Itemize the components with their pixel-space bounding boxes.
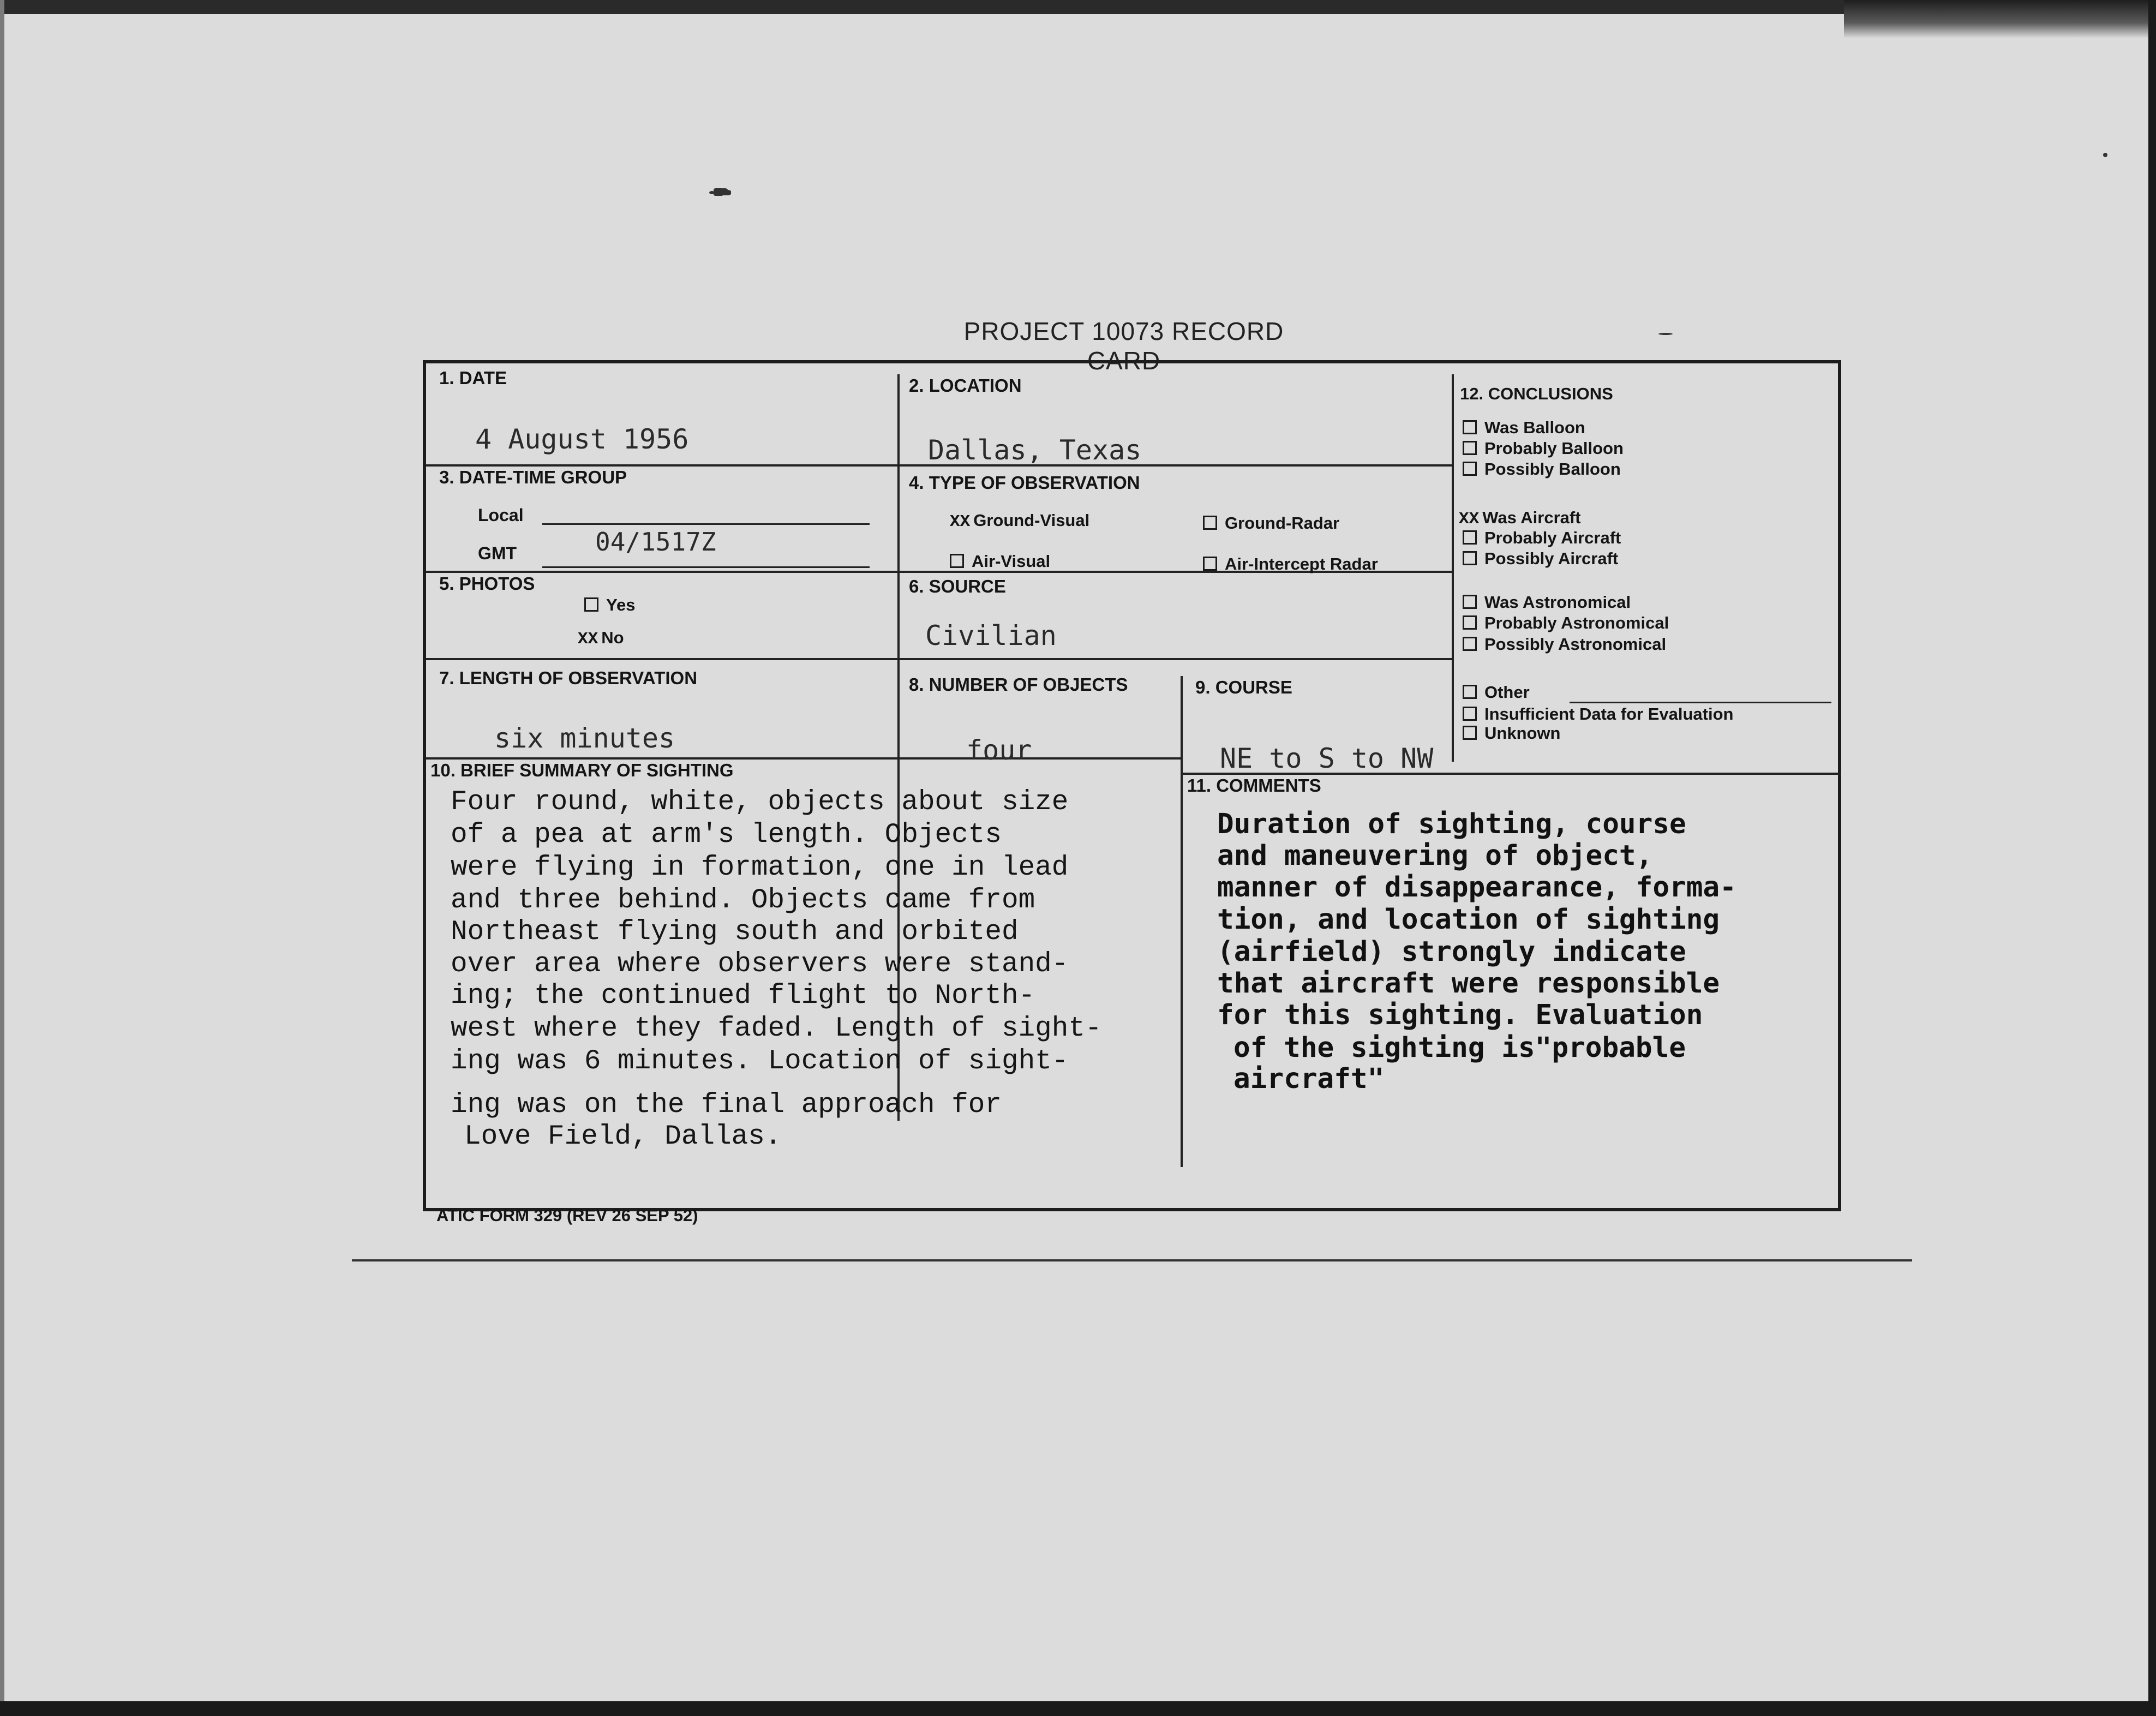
summary-line: were flying in formation, one in lead <box>451 852 1069 883</box>
probably-astronomical-label: Probably Astronomical <box>1484 613 1669 632</box>
ground-visual-mark: XX <box>950 512 971 531</box>
local-fill-line <box>542 523 870 525</box>
was-astronomical-checkbox <box>1463 595 1477 609</box>
comments-line: and maneuvering of object, <box>1217 840 1653 872</box>
datetime-label: 3. DATE-TIME GROUP <box>439 467 627 487</box>
local-label: Local <box>478 505 524 525</box>
other-option[interactable] <box>1463 683 1530 702</box>
summary-line: west where they faded. Length of sight- <box>451 1013 1102 1044</box>
air-visual-label: Air-Visual <box>972 552 1051 571</box>
summary-line: Love Field, Dallas. <box>464 1121 782 1152</box>
film-edge-top-right <box>1844 0 2156 38</box>
film-edge-left <box>0 0 4 1716</box>
other-fill-line <box>1570 702 1831 703</box>
length-label: 7. LENGTH OF OBSERVATION <box>439 668 698 688</box>
gmt-label: GMT <box>478 543 517 563</box>
comments-line: Duration of sighting, course <box>1217 808 1686 840</box>
was-balloon-label: Was Balloon <box>1484 418 1585 437</box>
location-label: 2. LOCATION <box>909 375 1022 396</box>
air-visual-checkbox <box>950 554 964 568</box>
divider <box>1181 676 1183 1167</box>
unknown-checkbox <box>1463 726 1477 740</box>
other-label: Other <box>1484 683 1530 702</box>
photos-yes-checkbox <box>584 597 598 612</box>
possibly-balloon-label: Possibly Balloon <box>1484 459 1621 479</box>
conclusions-label: 12. CONCLUSIONS <box>1460 384 1613 403</box>
comments-line: for this sighting. Evaluation <box>1217 999 1703 1031</box>
summary-line: Four round, white, objects about size <box>451 787 1069 818</box>
photos-yes-option[interactable] <box>584 595 635 615</box>
summary-line: ing was on the final approach for <box>451 1090 1002 1121</box>
was-aircraft-label: Was Aircraft <box>1482 508 1581 527</box>
air-intercept-option[interactable] <box>1203 554 1378 574</box>
gmt-fill-line <box>542 566 870 568</box>
was-balloon-checkbox <box>1463 420 1477 434</box>
air-intercept-checkbox <box>1203 557 1217 571</box>
comments-line: that aircraft were responsible <box>1217 967 1720 1000</box>
photos-yes-label: Yes <box>606 595 636 614</box>
summary-line: ing was 6 minutes. Location of sight- <box>451 1046 1069 1077</box>
source-label: 6. SOURCE <box>909 576 1006 596</box>
photos-no-option[interactable] <box>578 628 624 649</box>
photos-no-label: No <box>601 628 624 647</box>
unknown-label: Unknown <box>1484 724 1561 743</box>
form-id: ATIC FORM 329 (REV 26 SEP 52) <box>436 1206 698 1225</box>
film-edge-top <box>0 0 2156 14</box>
ground-radar-option[interactable] <box>1203 513 1339 533</box>
summary-label: 10. BRIEF SUMMARY OF SIGHTING <box>430 760 734 780</box>
comments-line: tion, and location of sighting <box>1217 904 1720 936</box>
photos-no-mark: XX <box>578 630 598 649</box>
comments-line: of the sighting is"probable <box>1233 1032 1686 1064</box>
film-edge-right <box>2148 0 2156 1716</box>
film-speck <box>2103 153 2107 157</box>
divider <box>1452 374 1454 762</box>
bottom-rule <box>352 1259 1912 1261</box>
possibly-aircraft-label: Possibly Aircraft <box>1484 549 1619 568</box>
insufficient-label: Insufficient Data for Evaluation <box>1484 704 1734 724</box>
date-value: 4 August 1956 <box>475 423 689 455</box>
summary-line: and three behind. Objects came from <box>451 885 1035 916</box>
film-speck <box>714 188 723 196</box>
insufficient-checkbox <box>1463 707 1477 721</box>
comments-line: (airfield) strongly indicate <box>1217 936 1686 968</box>
unknown-option[interactable] <box>1463 724 1561 743</box>
probably-astronomical-checkbox <box>1463 615 1477 630</box>
probably-balloon-checkbox <box>1463 441 1477 455</box>
ground-radar-label: Ground-Radar <box>1225 513 1340 533</box>
film-speck <box>1658 333 1673 335</box>
record-card <box>423 360 1841 1211</box>
was-astronomical-option[interactable] <box>1463 593 1631 612</box>
possibly-balloon-option[interactable] <box>1463 459 1621 479</box>
summary-line: ing; the continued flight to North- <box>451 980 1035 1012</box>
summary-line: over area where observers were stand- <box>451 949 1069 980</box>
air-intercept-label: Air-Intercept Radar <box>1225 554 1378 573</box>
possibly-astronomical-checkbox <box>1463 637 1477 651</box>
was-astronomical-label: Was Astronomical <box>1484 593 1631 612</box>
divider <box>426 757 1181 760</box>
objects-value: four <box>966 734 1032 766</box>
summary-line: of a pea at arm's length. Objects <box>451 820 1002 851</box>
objects-label: 8. NUMBER OF OBJECTS <box>909 674 1128 695</box>
length-value: six minutes <box>494 722 675 754</box>
probably-aircraft-option[interactable] <box>1463 528 1621 548</box>
date-label: 1. DATE <box>439 368 507 388</box>
divider <box>426 658 1452 660</box>
was-aircraft-option[interactable] <box>1459 508 1581 529</box>
air-visual-option[interactable] <box>950 552 1050 571</box>
probably-aircraft-label: Probably Aircraft <box>1484 528 1621 547</box>
photos-label: 5. PHOTOS <box>439 573 535 594</box>
comments-label: 11. COMMENTS <box>1187 775 1321 796</box>
comments-line: manner of disappearance, forma- <box>1217 871 1736 904</box>
possibly-astronomical-label: Possibly Astronomical <box>1484 635 1667 654</box>
possibly-aircraft-checkbox <box>1463 551 1477 565</box>
gmt-value: 04/1517Z <box>595 527 716 557</box>
course-value: NE to S to NW <box>1220 743 1434 774</box>
possibly-astronomical-option[interactable] <box>1463 635 1666 654</box>
probably-astronomical-option[interactable] <box>1463 613 1669 633</box>
probably-balloon-label: Probably Balloon <box>1484 439 1624 458</box>
card-title: PROJECT 10073 RECORD CARD <box>963 317 1284 375</box>
possibly-balloon-checkbox <box>1463 462 1477 476</box>
probably-aircraft-checkbox <box>1463 530 1477 545</box>
source-value: Civilian <box>925 620 1057 651</box>
film-edge-bottom <box>0 1701 2156 1716</box>
observation-type-label: 4. TYPE OF OBSERVATION <box>909 473 1140 493</box>
probably-balloon-option[interactable] <box>1463 439 1624 458</box>
location-value: Dallas, Texas <box>928 434 1142 466</box>
was-aircraft-mark: XX <box>1459 510 1480 529</box>
course-label: 9. COURSE <box>1195 677 1292 697</box>
ground-visual-option[interactable] <box>950 511 1089 531</box>
insufficient-option[interactable] <box>1463 704 1733 724</box>
summary-line: Northeast flying south and orbited <box>451 917 1019 948</box>
possibly-aircraft-option[interactable] <box>1463 549 1618 569</box>
ground-radar-checkbox <box>1203 516 1217 530</box>
other-checkbox <box>1463 685 1477 699</box>
ground-visual-label: Ground-Visual <box>973 511 1090 530</box>
comments-line: aircraft" <box>1233 1063 1385 1095</box>
was-balloon-option[interactable] <box>1463 418 1585 438</box>
